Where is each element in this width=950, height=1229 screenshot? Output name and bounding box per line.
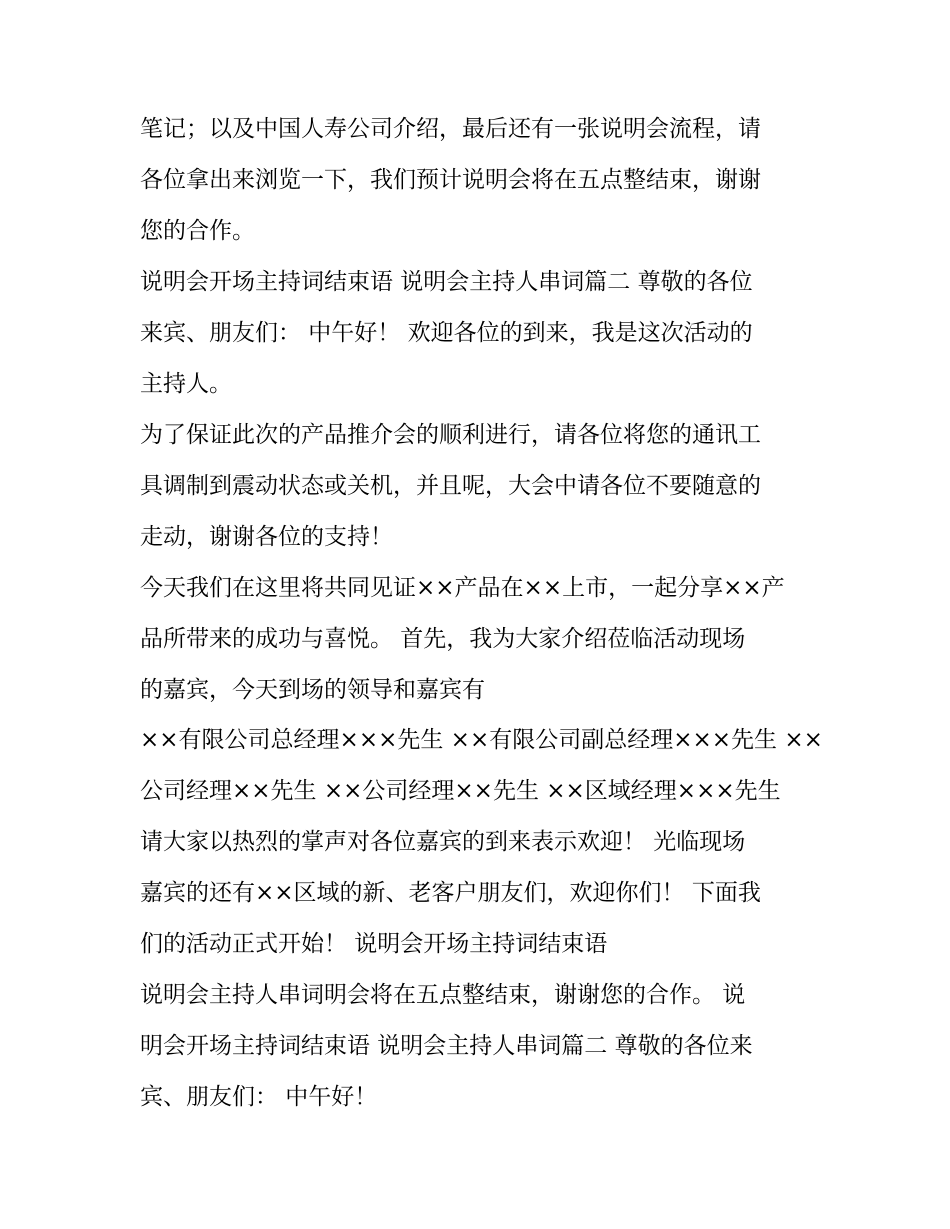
text-line: 公司经理××先生 ××公司经理××先生 ××区域经理×××先生 (140, 778, 781, 804)
text-line: 的嘉宾，今天到场的领导和嘉宾有 (140, 677, 485, 703)
text-line: 您的合作。 (140, 218, 255, 244)
text-line: 品所带来的成功与喜悦。 首先，我为大家介绍莅临活动现场 (140, 626, 746, 652)
text-line: 具调制到震动状态或关机，并且呢，大会中请各位不要随意的 (140, 473, 761, 499)
text-line: 明会开场主持词结束语 说明会主持人串词篇二 尊敬的各位来 (140, 1033, 753, 1059)
text-line: 说明会主持人串词明会将在五点整结束，谢谢您的合作。 说 (140, 982, 746, 1008)
text-line: 今天我们在这里将共同见证××产品在××上市，一起分享××产 (140, 575, 785, 601)
text-line: 笔记；以及中国人寿公司介绍，最后还有一张说明会流程，请 (140, 116, 761, 142)
text-line: 主持人。 (140, 371, 232, 397)
text-line: 为了保证此次的产品推介会的顺利进行，请各位将您的通讯工 (140, 422, 761, 448)
text-line: 来宾、朋友们： 中午好！ 欢迎各位的到来，我是这次活动的 (140, 320, 753, 346)
text-line: 说明会开场主持词结束语 说明会主持人串词篇二 尊敬的各位 (140, 269, 753, 295)
text-line: 宾、朋友们： 中午好！ (140, 1084, 378, 1110)
text-line: 走动，谢谢各位的支持！ (140, 524, 393, 550)
text-line: 请大家以热烈的掌声对各位嘉宾的到来表示欢迎！ 光临现场 (140, 829, 746, 855)
text-line: 各位拿出来浏览一下，我们预计说明会将在五点整结束，谢谢 (140, 167, 761, 193)
text-line: 们的活动正式开始！ 说明会开场主持词结束语 (140, 931, 608, 957)
text-line: ××有限公司总经理×××先生 ××有限公司副总经理×××先生 ×× (140, 727, 823, 753)
text-line: 嘉宾的还有××区域的新、老客户朋友们，欢迎你们！ 下面我 (140, 880, 761, 906)
